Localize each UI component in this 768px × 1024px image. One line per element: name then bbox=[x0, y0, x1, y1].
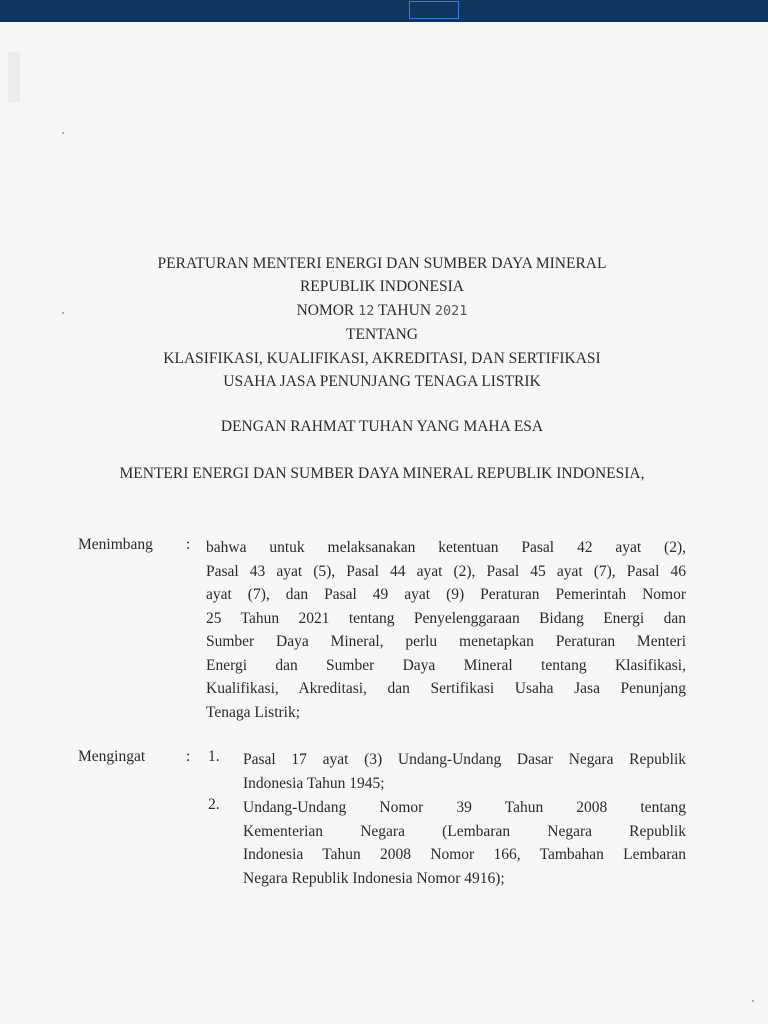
regulation-heading bbox=[0, 252, 764, 393]
menimbang-line: 25 Tahun 2021 tentang Penyelenggaraan Bidang Energi dan bbox=[206, 609, 686, 627]
mengingat-item-1-number: 1. bbox=[208, 748, 220, 765]
menimbang-line: Tenaga Listrik; bbox=[206, 703, 301, 721]
nomor-prefix: NOMOR bbox=[296, 301, 355, 319]
scan-speck bbox=[62, 132, 64, 134]
mengingat-item-1 bbox=[243, 748, 686, 795]
mengingat-item-line: Negara Republik Indonesia Nomor 4916); bbox=[243, 869, 505, 887]
scan-speck bbox=[752, 1000, 754, 1002]
menimbang-line: Energi dan Sumber Daya Mineral tentang Klasifikasi, bbox=[206, 656, 686, 674]
menimbang-label: Menimbang bbox=[78, 536, 153, 553]
subject-line-2: USAHA JASA PENUNJANG TENAGA LISTRIK bbox=[223, 373, 541, 391]
mengingat-item-line: Undang-Undang Nomor 39 Tahun 2008 tentang bbox=[243, 799, 686, 816]
menimbang-line: Kualifikasi, Akreditasi, dan Sertifikasi Usaha Jasa Penunjang bbox=[206, 680, 686, 697]
menimbang-line: ayat (7), dan Pasal 49 ayat (9) Peraturan Pemerintah Nomor bbox=[206, 586, 686, 603]
nomor-value: 12 bbox=[358, 302, 375, 319]
mengingat-item-line: Indonesia Tahun 1945; bbox=[243, 774, 385, 792]
menimbang-colon: : bbox=[186, 536, 191, 553]
nomor-line bbox=[0, 299, 764, 323]
menimbang-line: Sumber Daya Mineral, perlu menetapkan Peraturan Menteri bbox=[206, 633, 686, 650]
rahmat-line: DENGAN RAHMAT TUHAN YANG MAHA ESA bbox=[220, 418, 544, 435]
tentang-line: TENTANG bbox=[346, 326, 418, 344]
toolbar-tab[interactable] bbox=[409, 1, 459, 19]
scan-shadow bbox=[8, 52, 20, 102]
scan-speck bbox=[62, 312, 64, 314]
tahun-label: TAHUN bbox=[378, 301, 432, 319]
mengingat-colon: : bbox=[186, 748, 191, 765]
mengingat-item-line: Indonesia Tahun 2008 Nomor 166, Tambahan Lembaran bbox=[243, 846, 686, 863]
menimbang-line: Pasal 43 ayat (5), Pasal 44 ayat (2), Pasal 45 ayat (7), Pasal 46 bbox=[206, 562, 686, 580]
viewer-toolbar bbox=[0, 0, 768, 22]
tahun-value: 2021 bbox=[434, 302, 468, 319]
heading-line-1: PERATURAN MENTERI ENERGI DAN SUMBER DAYA MINERAL bbox=[157, 255, 607, 272]
menteri-line: MENTERI ENERGI DAN SUMBER DAYA MINERAL REPUBLIK INDONESIA, bbox=[119, 465, 645, 482]
mengingat-label: Mengingat bbox=[78, 748, 146, 765]
menimbang-line: bahwa untuk melaksanakan ketentuan Pasal 42 ayat (2), bbox=[206, 539, 686, 556]
mengingat-item-2 bbox=[243, 796, 686, 890]
mengingat-item-line: Kementerian Negara (Lembaran Negara Republik bbox=[243, 822, 686, 840]
mengingat-item-line: Pasal 17 ayat (3) Undang-Undang Dasar Negara Republik bbox=[243, 751, 686, 768]
heading-line-2: REPUBLIK INDONESIA bbox=[299, 278, 465, 296]
menimbang-text bbox=[206, 536, 686, 724]
mengingat-item-2-number: 2. bbox=[208, 796, 220, 813]
subject-line-1: KLASIFIKASI, KUALIFIKASI, AKREDITASI, DAN SERTIFIKASI bbox=[163, 349, 601, 367]
